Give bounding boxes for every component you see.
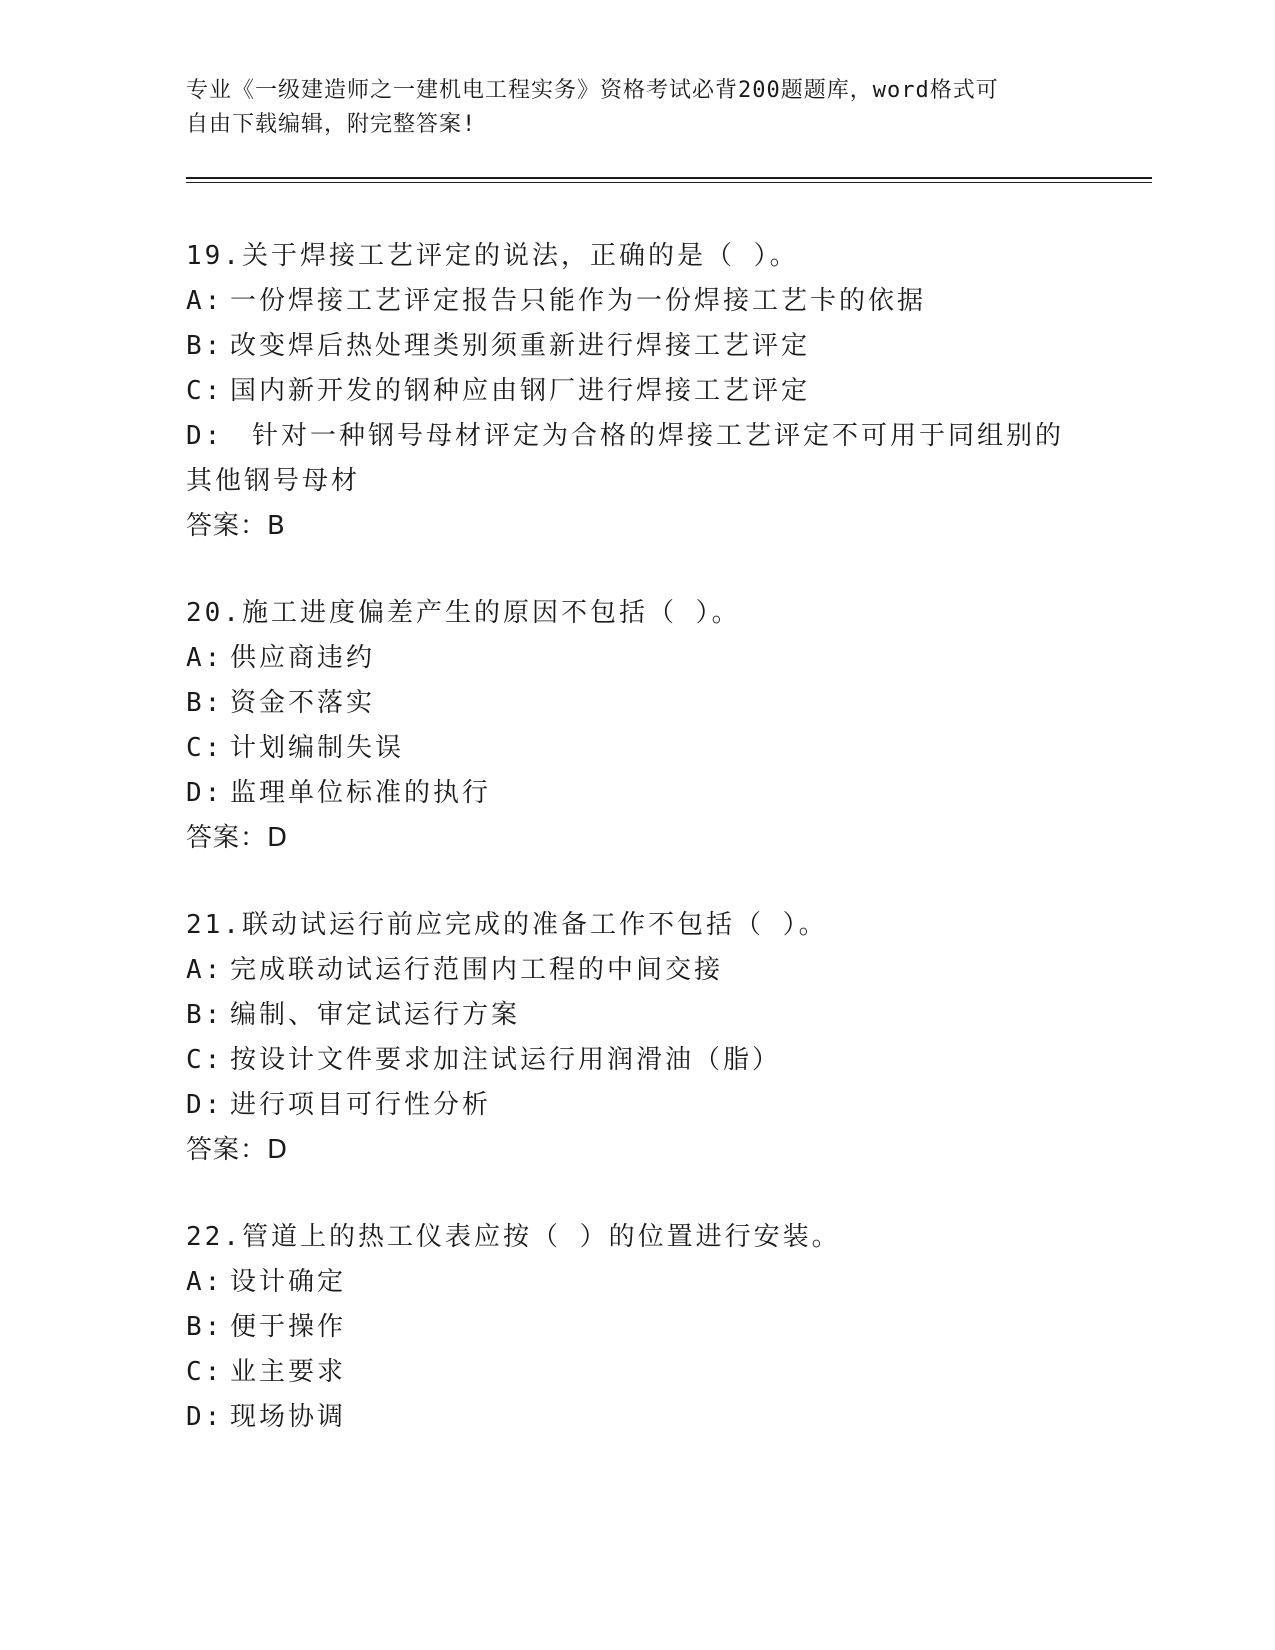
option-c [186,1350,1086,1395]
option-text: 进行项目可行性分析 [230,1090,492,1120]
option-letter: B: [186,688,224,718]
header-line-2: 自由下载编辑，附完整答案! [186,112,477,137]
option-letter: C: [186,733,224,763]
option-text: 业主要求 [230,1357,347,1387]
option-text: 计划编制失误 [230,733,405,763]
option-text: 便于操作 [230,1312,347,1342]
option-letter: C: [186,1045,224,1075]
option-d [186,414,1086,504]
question-22 [186,1215,1086,1440]
option-letter: B: [186,1312,224,1342]
option-a [186,948,1086,993]
option-text: 国内新开发的钢种应由钢厂进行焊接工艺评定 [230,376,811,406]
option-text: 针对一种钢号母材评定为合格的焊接工艺评定不可用于同组别的其他钢号母材 [186,421,1064,496]
question-19 [186,234,1086,549]
option-b [186,681,1086,726]
question-stem: 20.施工进度偏差产生的原因不包括（ ）。 [186,598,741,628]
option-text: 资金不落实 [230,688,376,718]
option-letter: B: [186,1000,224,1030]
option-text: 完成联动试运行范围内工程的中间交接 [230,955,724,985]
question-stem: 21.联动试运行前应完成的准备工作不包括（ ）。 [186,910,828,940]
option-text: 改变焊后热处理类别须重新进行焊接工艺评定 [230,331,811,361]
option-b [186,993,1086,1038]
option-c [186,369,1086,414]
option-c [186,726,1086,771]
option-letter: D: [186,778,224,808]
option-d [186,1395,1086,1440]
option-letter: B: [186,331,224,361]
option-c [186,1038,1086,1083]
answer-label: 答案：B [186,511,286,541]
option-text: 供应商违约 [230,643,376,673]
question-stem: 19.关于焊接工艺评定的说法，正确的是（ ）。 [186,241,799,271]
option-d [186,771,1086,816]
option-letter: A: [186,286,224,316]
answer-label: 答案：D [186,1135,289,1165]
option-letter: C: [186,376,224,406]
option-text: 按设计文件要求加注试运行用润滑油（脂） [230,1045,782,1075]
option-letter: A: [186,643,224,673]
option-a [186,279,1086,324]
option-b [186,324,1086,369]
question-list [186,234,1086,1482]
option-letter: D: [186,1402,224,1432]
option-letter: D: [186,421,224,451]
option-text: 一份焊接工艺评定报告只能作为一份焊接工艺卡的依据 [230,286,927,316]
option-b [186,1305,1086,1350]
option-text: 监理单位标准的执行 [230,778,492,808]
header-divider-thick [186,177,1152,179]
option-letter: A: [186,1267,224,1297]
option-text: 编制、审定试运行方案 [230,1000,521,1030]
option-letter: C: [186,1357,224,1387]
document-header [186,74,1086,142]
answer-label: 答案：D [186,823,289,853]
option-a [186,1260,1086,1305]
option-text: 设计确定 [230,1267,347,1297]
option-d [186,1083,1086,1128]
header-line-1: 专业《一级建造师之一建机电工程实务》资格考试必背200题题库，word格式可 [186,78,999,103]
question-20 [186,591,1086,861]
option-text: 现场协调 [230,1402,347,1432]
option-letter: D: [186,1090,224,1120]
option-a [186,636,1086,681]
header-divider-thin [186,182,1152,183]
question-stem: 22.管道上的热工仪表应按（ ）的位置进行安装。 [186,1222,841,1252]
question-21 [186,903,1086,1173]
option-letter: A: [186,955,224,985]
